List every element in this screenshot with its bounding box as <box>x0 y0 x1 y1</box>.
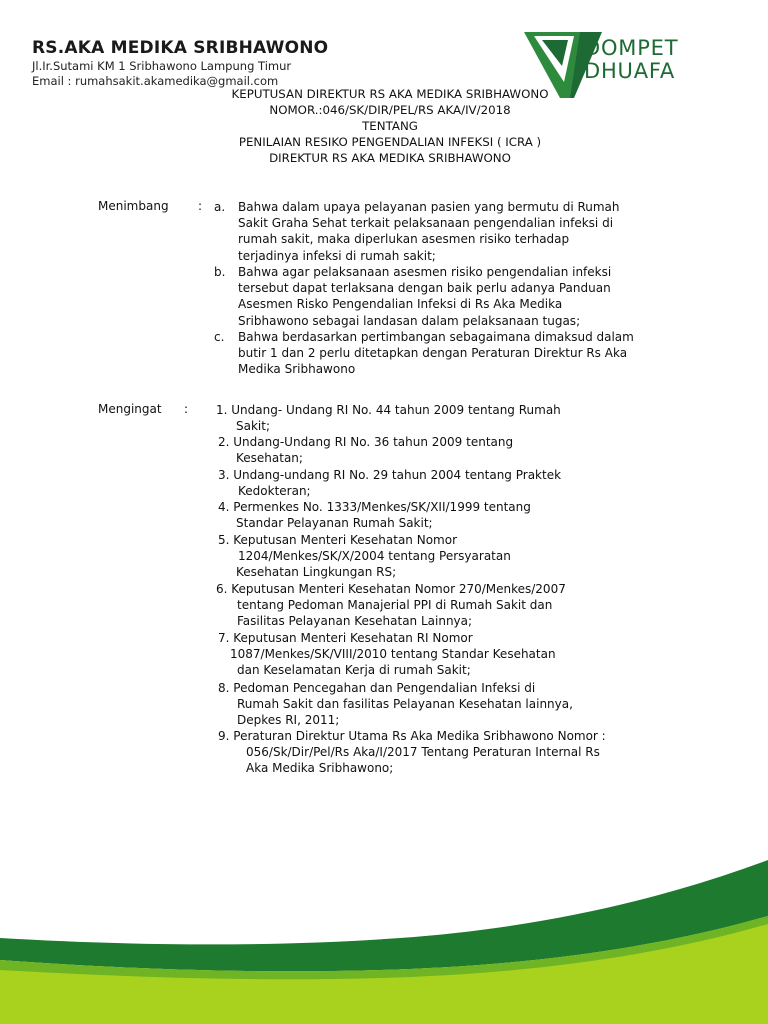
item-line: butir 1 dan 2 perlu ditetapkan dengan Peraturan Direktur Rs Aka <box>238 346 628 361</box>
mengingat-label: Mengingat <box>98 402 162 416</box>
mengingat-item <box>216 581 566 630</box>
mengingat-item <box>218 630 556 679</box>
mengingat-item <box>216 402 561 434</box>
mengingat-item <box>218 499 531 531</box>
item-line: 8. Pedoman Pencegahan dan Pengendalian Infeksi di <box>218 681 536 695</box>
item-line: Fasilitas Pelayanan Kesehatan Lainnya; <box>237 614 473 629</box>
item-line: 3. Undang-undang RI No. 29 tahun 2004 tentang Praktek <box>218 468 562 482</box>
title-line: TENTANG <box>362 119 418 133</box>
title-line: PENILAIAN RESIKO PENGENDALIAN INFEKSI ( ICRA ) <box>238 135 542 149</box>
mengingat-item <box>218 680 573 729</box>
item-line: Kesehatan Lingkungan RS; <box>236 565 397 580</box>
decree-number: NOMOR.:046/SK/DIR/PEL/RS AKA/IV/2018 <box>269 103 511 117</box>
mengingat-item <box>218 532 511 581</box>
item-marker: c. <box>214 330 225 344</box>
item-line: Asesmen Risko Pengendalian Infeksi di Rs Aka Medika <box>238 297 563 312</box>
item-marker: a. <box>214 200 226 214</box>
mengingat-item <box>218 467 561 499</box>
item-line: 2. Undang-Undang RI No. 36 tahun 2009 tentang <box>218 435 514 449</box>
item-line: Depkes RI, 2011; <box>237 713 340 728</box>
item-line: Rumah Sakit dan fasilitas Pelayanan Kesehatan lainnya, <box>237 697 573 712</box>
item-line: Bahwa berdasarkan pertimbangan sebagaimana dimaksud dalam <box>238 330 634 344</box>
item-line: Sakit Graha Sehat terkait pelaksanaan pengendalian infeksi di <box>238 216 614 231</box>
item-line: 9. Peraturan Direktur Utama Rs Aka Medika Sribhawono Nomor : <box>218 729 606 743</box>
title-line: KEPUTUSAN DIREKTUR RS AKA MEDIKA SRIBHAWONO <box>231 87 549 101</box>
item-line: Bahwa agar pelaksanaan asesmen risiko pengendalian infeksi <box>238 265 612 279</box>
menimbang-colon: : <box>198 199 203 213</box>
item-line: Aka Medika Sribhawono; <box>246 761 394 776</box>
hospital-email: Email : rumahsakit.akamedika@gmail.com <box>32 74 279 88</box>
item-line: 7. Keputusan Menteri Kesehatan RI Nomor <box>218 631 473 645</box>
item-line: 1204/Menkes/SK/X/2004 tentang Persyaratan <box>238 549 511 564</box>
logo-text-line2: DHUAFA <box>584 59 676 83</box>
decree-title <box>170 86 610 166</box>
menimbang-label: Menimbang <box>98 199 169 213</box>
title-line: DIREKTUR RS AKA MEDIKA SRIBHAWONO <box>269 151 511 165</box>
item-line: Standar Pelayanan Rumah Sakit; <box>236 516 433 531</box>
item-line: tentang Pedoman Manajerial PPI di Rumah Sakit dan <box>237 598 553 613</box>
item-line: Bahwa dalam upaya pelayanan pasien yang bermutu di Rumah <box>238 200 620 214</box>
item-line: 1. Undang- Undang RI No. 44 tahun 2009 tentang Rumah <box>216 403 561 417</box>
item-line: Kesehatan; <box>236 451 303 466</box>
hospital-name: RS.AKA MEDIKA SRIBHAWONO <box>32 38 329 58</box>
item-line: dan Keselamatan Kerja di rumah Sakit; <box>237 663 471 678</box>
item-line: Sribhawono sebagai landasan dalam pelaksanaan tugas; <box>238 313 581 328</box>
item-marker: b. <box>214 265 226 279</box>
item-line: Sakit; <box>236 419 271 434</box>
mengingat-item <box>218 728 606 777</box>
mengingat-colon: : <box>184 402 189 416</box>
item-line: Medika Sribhawono <box>238 362 356 377</box>
footer-swoosh-decoration <box>0 820 768 1024</box>
item-line: 4. Permenkes No. 1333/Menkes/SK/XII/1999 tentang <box>218 500 531 514</box>
item-line: 056/Sk/Dir/Pel/Rs Aka/I/2017 Tentang Peraturan Internal Rs <box>246 745 600 760</box>
hospital-address: Jl.Ir.Sutami KM 1 Sribhawono Lampung Timur <box>32 59 292 73</box>
item-line: terjadinya infeksi di rumah sakit; <box>238 248 436 263</box>
item-line: rumah sakit, maka diperlukan asesmen risiko terhadap <box>238 232 570 247</box>
item-line: 6. Keputusan Menteri Kesehatan Nomor 270/Menkes/2007 <box>216 582 566 596</box>
logo-text-line1: DOMPET <box>584 36 679 60</box>
item-line: Kedokteran; <box>238 484 311 499</box>
mengingat-item <box>218 434 513 466</box>
item-line: 1087/Menkes/SK/VIII/2010 tentang Standar Kesehatan <box>230 647 556 662</box>
item-line: 5. Keputusan Menteri Kesehatan Nomor <box>218 533 457 547</box>
item-line: tersebut dapat terlaksana dengan baik perlu adanya Panduan <box>238 281 611 296</box>
